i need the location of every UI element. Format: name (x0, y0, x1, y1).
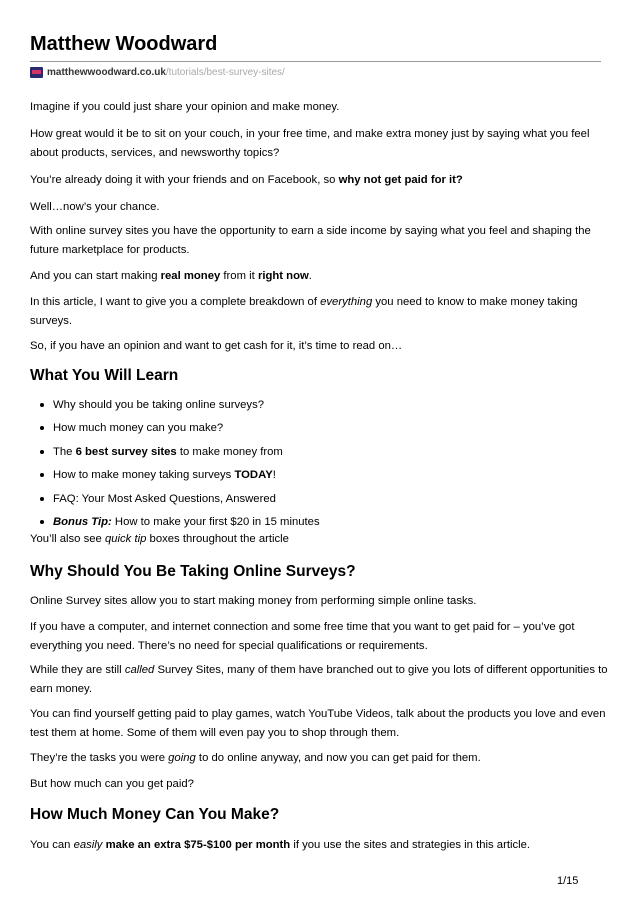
bonus-tip-label: Bonus Tip: (53, 515, 112, 528)
intro-paragraph-7 (30, 293, 610, 331)
why-paragraph-1: Online Survey sites allow you to start making money from performing simple online tasks. (30, 595, 477, 607)
page-number: 1/15 (557, 875, 579, 887)
site-favicon-icon (30, 67, 43, 78)
text-run: While they are still (30, 664, 125, 676)
italic-text: quick tip (104, 533, 147, 545)
text-run: if you use the sites and strategies in this article. (290, 839, 531, 851)
text-run: . (308, 270, 312, 282)
section-heading-why: Why Should You Be Taking Online Surveys? (30, 563, 356, 580)
title-divider (30, 61, 601, 62)
emphasis-text: real money (160, 270, 221, 282)
text-run: The (53, 445, 76, 458)
text-run: to make money from (176, 445, 283, 458)
italic-text: easily (73, 839, 103, 851)
emphasis-text: why not get paid for it? (338, 174, 463, 186)
source-line (30, 67, 285, 78)
list-item (30, 466, 320, 489)
page-title: Matthew Woodward (30, 33, 218, 55)
why-paragraph-2: If you have a computer, and internet connection and some free time that you want to get paid for – you’ve got everything you need. There’s no need for special qualifications or requirements. (30, 621, 575, 652)
emphasis-text: right now (257, 270, 309, 282)
list-item: Why should you be taking online surveys? (30, 396, 320, 419)
intro-paragraph-3 (30, 171, 610, 190)
text-run: Survey Sites, many of them have branched out to give you lots of different opportunities to earn money. (30, 664, 608, 695)
text-run: from it (220, 270, 258, 282)
italic-text: called (124, 664, 155, 676)
intro-paragraph-4: Well…now’s your chance. (30, 201, 160, 213)
source-domain[interactable]: matthewwoodward.co.uk (47, 67, 166, 78)
why-paragraph-4: You can find yourself getting paid to play games, watch YouTube Videos, talk about the products you love and even test them at home. Some of them will even pay you to shop through them. (30, 708, 606, 739)
italic-text: everything (320, 296, 373, 308)
text-run: boxes throughout the article (146, 533, 289, 545)
intro-paragraph-1: Imagine if you could just share your opinion and make money. (30, 101, 340, 113)
learn-list (30, 396, 320, 536)
text-run: And you can start making (30, 270, 161, 282)
text-run: ! (272, 469, 276, 482)
intro-paragraph-5: With online survey sites you have the opportunity to earn a side income by saying what you feel and shaping the future marketplace for products. (30, 225, 591, 256)
text-run: to do online anyway, and now you can get paid for them. (195, 752, 481, 764)
why-paragraph-6: But how much can you get paid? (30, 778, 194, 790)
text-run: You’ll also see (30, 533, 105, 545)
emphasis-text: TODAY (234, 469, 273, 482)
italic-text: going (168, 752, 196, 764)
money-paragraph-1 (30, 836, 610, 855)
intro-paragraph-2: How great would it be to sit on your couch, in your free time, and make extra money just by saying what you feel about products, services, and newsworthy topics? (30, 128, 590, 159)
intro-paragraph-8: So, if you have an opinion and want to get cash for it, it’s time to read on… (30, 340, 403, 352)
intro-paragraph-6 (30, 267, 610, 286)
list-item: How much money can you make? (30, 419, 320, 442)
section-heading-learn: What You Will Learn (30, 367, 179, 384)
text-run: you need to know to make money taking surveys. (30, 296, 578, 327)
text-run: You’re already doing it with your friends and on Facebook, so (30, 174, 339, 186)
text-run: They’re the tasks you were (30, 752, 169, 764)
text-run: How to make your first $20 in 15 minutes (111, 515, 320, 528)
list-item: FAQ: Your Most Asked Questions, Answered (30, 490, 320, 513)
why-paragraph-5 (30, 749, 610, 768)
emphasis-text: make an extra $75-$100 per month (105, 839, 291, 851)
quick-tip-note (30, 530, 610, 549)
source-path[interactable]: /tutorials/best-survey-sites/ (165, 67, 285, 78)
text-run: How to make money taking surveys (53, 469, 235, 482)
list-item (30, 443, 320, 466)
section-heading-money: How Much Money Can You Make? (30, 806, 280, 823)
emphasis-text: 6 best survey sites (75, 445, 177, 458)
text-run: In this article, I want to give you a complete breakdown of (30, 296, 321, 308)
text-run: You can (30, 839, 74, 851)
why-paragraph-3 (30, 661, 610, 699)
